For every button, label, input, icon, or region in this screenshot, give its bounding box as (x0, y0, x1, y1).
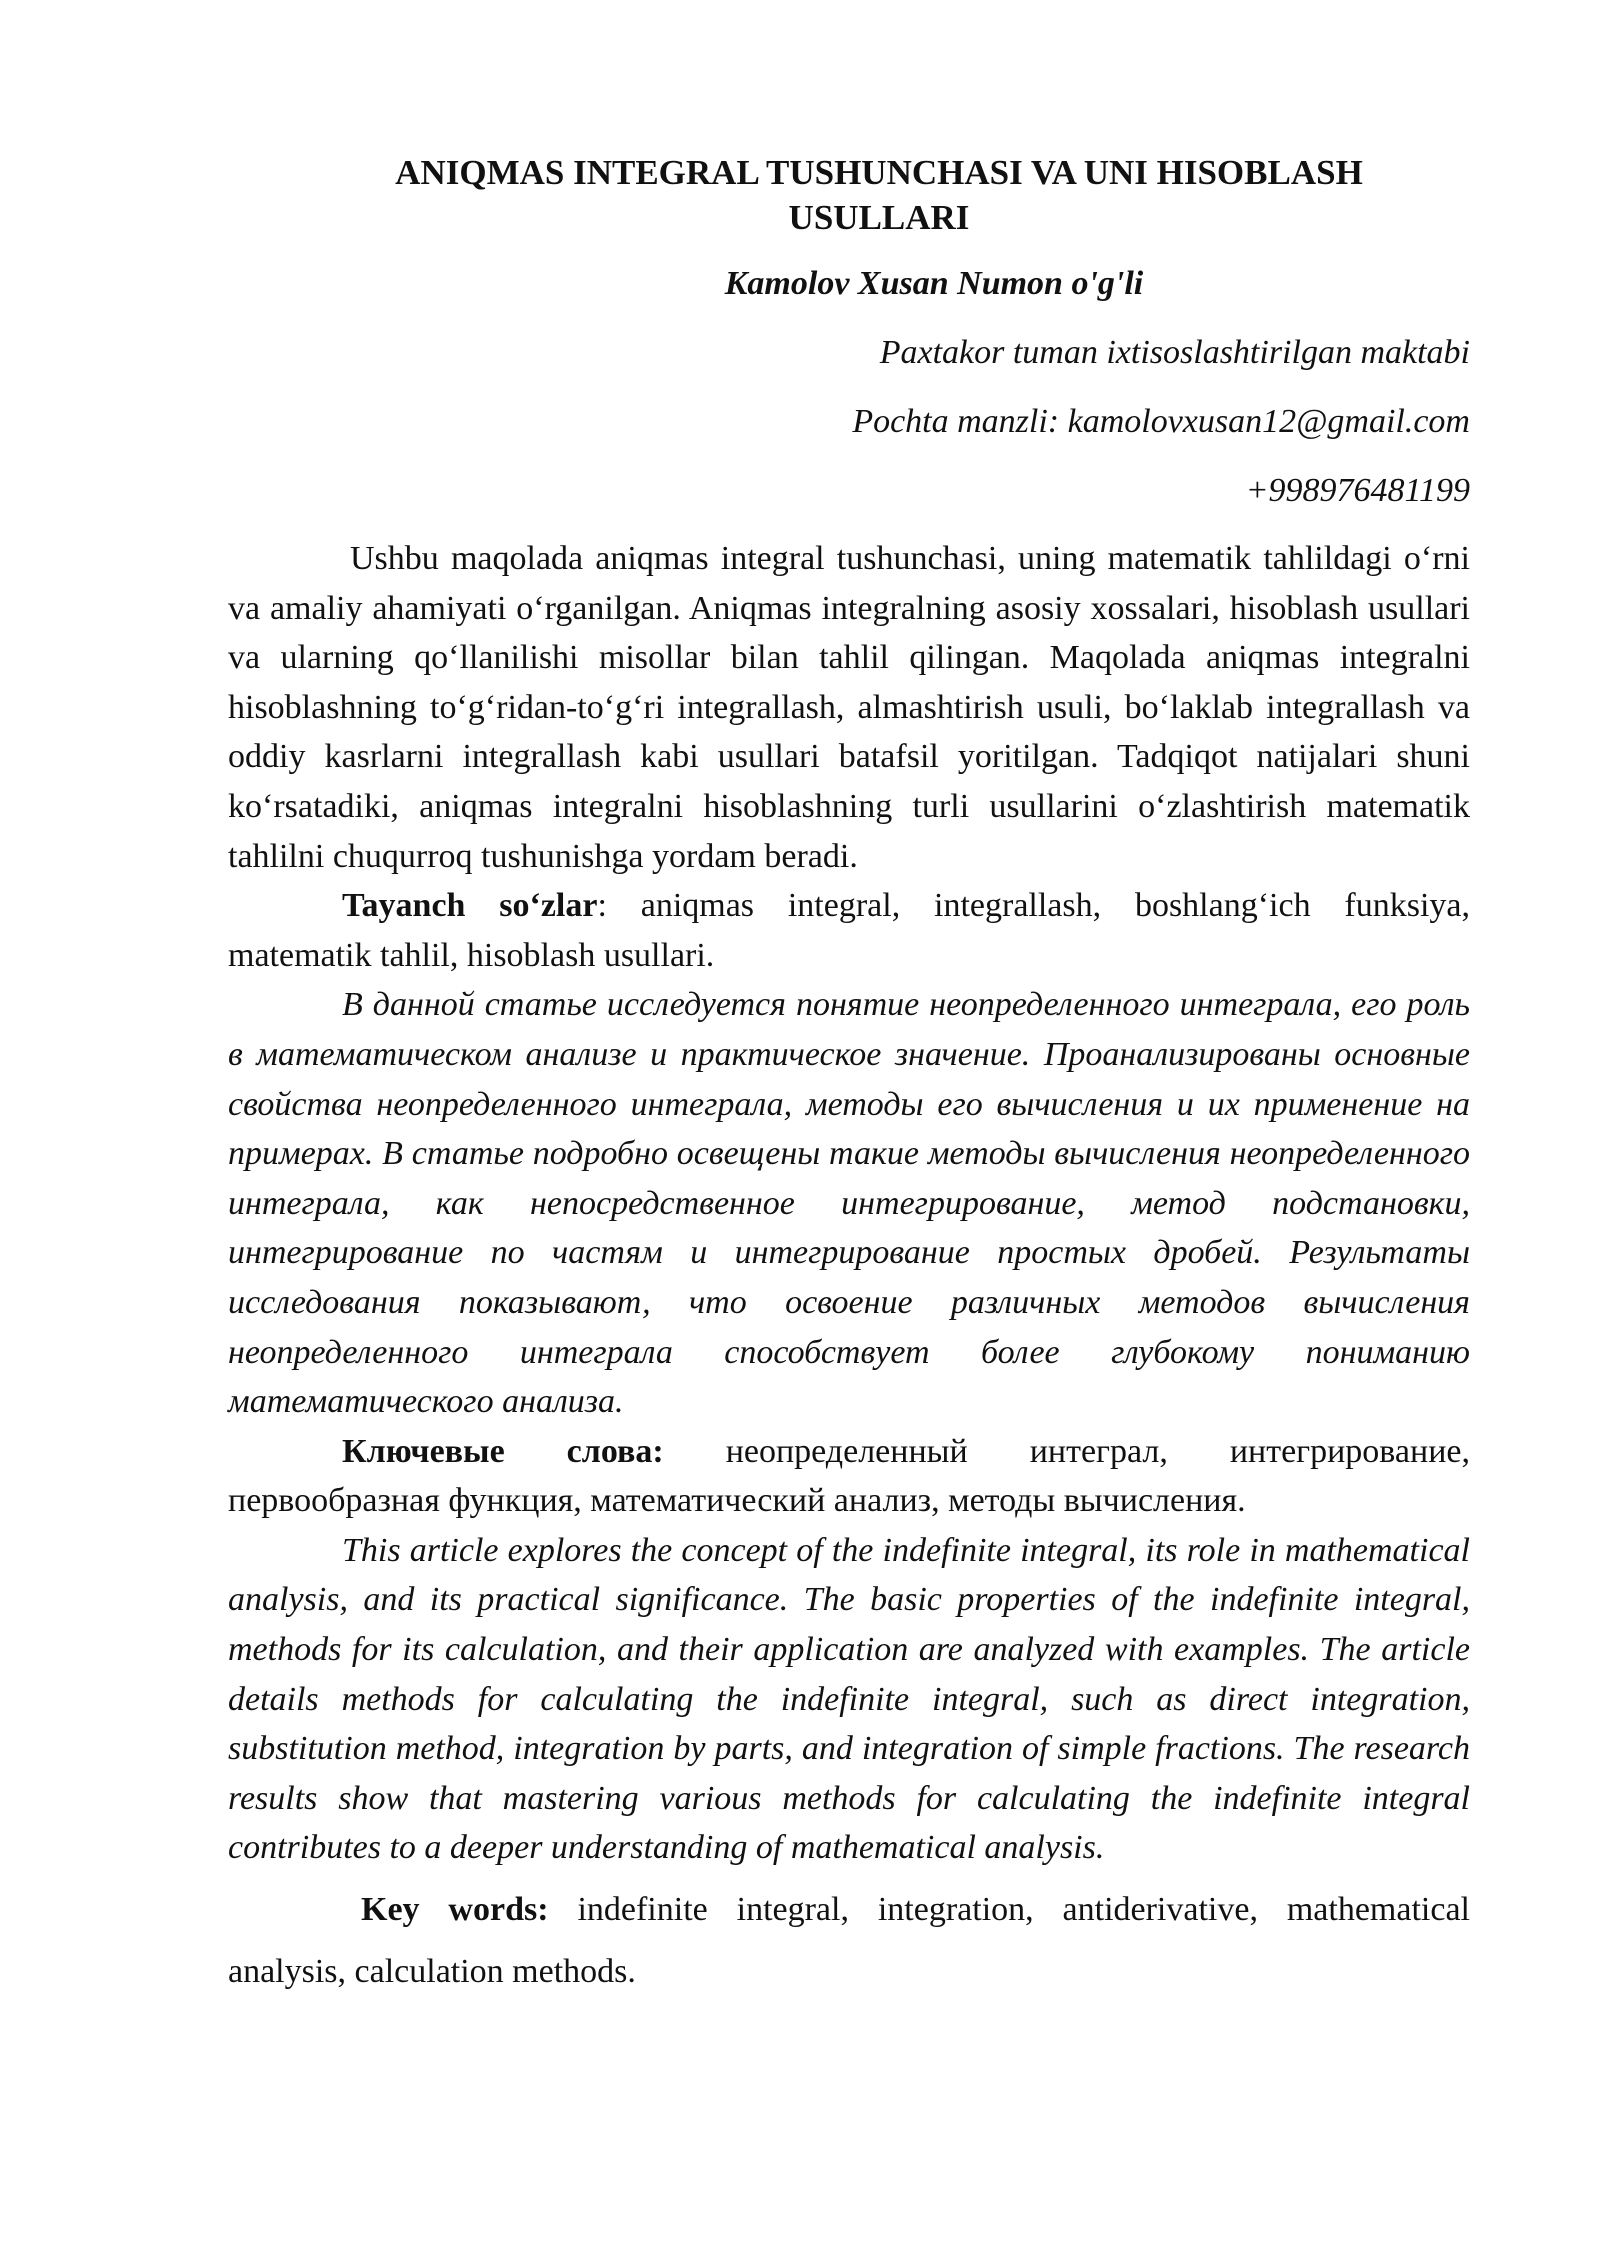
author-name: Kamolov Xusan Numon o'g'li (724, 265, 1144, 302)
keywords-ru (228, 1427, 1470, 1526)
keywords-uz (228, 881, 1470, 980)
affiliation: Paxtakor tuman ixtisoslashtirilgan maktabi (879, 334, 1470, 371)
keywords-uz-label: Tayanch so‘zlar (342, 887, 598, 925)
paper-title-line-2: USULLARI (788, 198, 970, 237)
paper-title (228, 150, 1470, 240)
phone: +998976481199 (1245, 472, 1470, 509)
keywords-uz-text: : aniqmas integral, integrallash, boshlang‘ich funksiya, matematik tahlil, hisoblash usullari. (228, 887, 1470, 974)
abstract-ru: В данной статье исследуется понятие неопределенного интеграла, его роль в математическом анализе и практическое значение. Проанализированы основные свойства неопределенного интеграла, методы его вычисления и их применение на примерах. В статье подробно освещены такие методы вычисления неопределенного интеграла, как непосредственное интегрирование, метод подстановки, интегрирование по частям и интегрирование простых дробей. Результаты исследования показывают, что освоение различных методов вычисления неопределенного интеграла способствует более глубокому пониманию математического анализа. (228, 986, 1470, 1421)
paper-page (228, 150, 1470, 2003)
abstract-uz: Ushbu maqolada aniqmas integral tushunchasi, uning matematik tahlildagi o‘rni va amaliy ahamiyati o‘rganilgan. Aniqmas integralning asosiy xossalari, hisoblash usullari va ularning qo‘llanilishi misollar bilan tahlil qilingan. Maqolada aniqmas integralni hisoblashning to‘g‘ridan-to‘g‘ri integrallash, almashtirish usuli, bo‘laklab integrallash va oddiy kasrlarni integrallash kabi usullari batafsil yoritilgan. Tadqiqot natijalari shuni ko‘rsatadiki, aniqmas integralni hisoblashning turli usullarini o‘zlashtirish matematik tahlilni chuqurroq tushunishga yordam beradi. (228, 540, 1470, 875)
keywords-en (228, 1879, 1470, 2003)
paper-title-line-1: ANIQMAS INTEGRAL TUSHUNCHASI VA UNI HISOBLASH (395, 153, 1363, 192)
email: Pochta manzli: kamolovxusan12@gmail.com (852, 403, 1470, 440)
keywords-ru-label: Ключевые слова: (342, 1432, 664, 1470)
keywords-en-label: Key words: (361, 1891, 549, 1929)
abstract-en: This article explores the concept of the indefinite integral, its role in mathematical analysis, and its practical significance. The basic properties of the indefinite integral, methods for its calculation, and their application are analyzed with examples. The article details methods for calculating the indefinite integral, such as direct integration, substitution method, integration by parts, and integration of simple fractions. The research results show that mastering various methods for calculating the indefinite integral contributes to a deeper understanding of mathematical analysis. (228, 1531, 1470, 1867)
keywords-en-text: indefinite integral, integration, antiderivative, mathematical analysis, calculation methods. (228, 1891, 1470, 1991)
keywords-ru-text: неопределенный интеграл, интегрирование, первообразная функция, математический анализ, методы вычисления. (228, 1432, 1470, 1520)
